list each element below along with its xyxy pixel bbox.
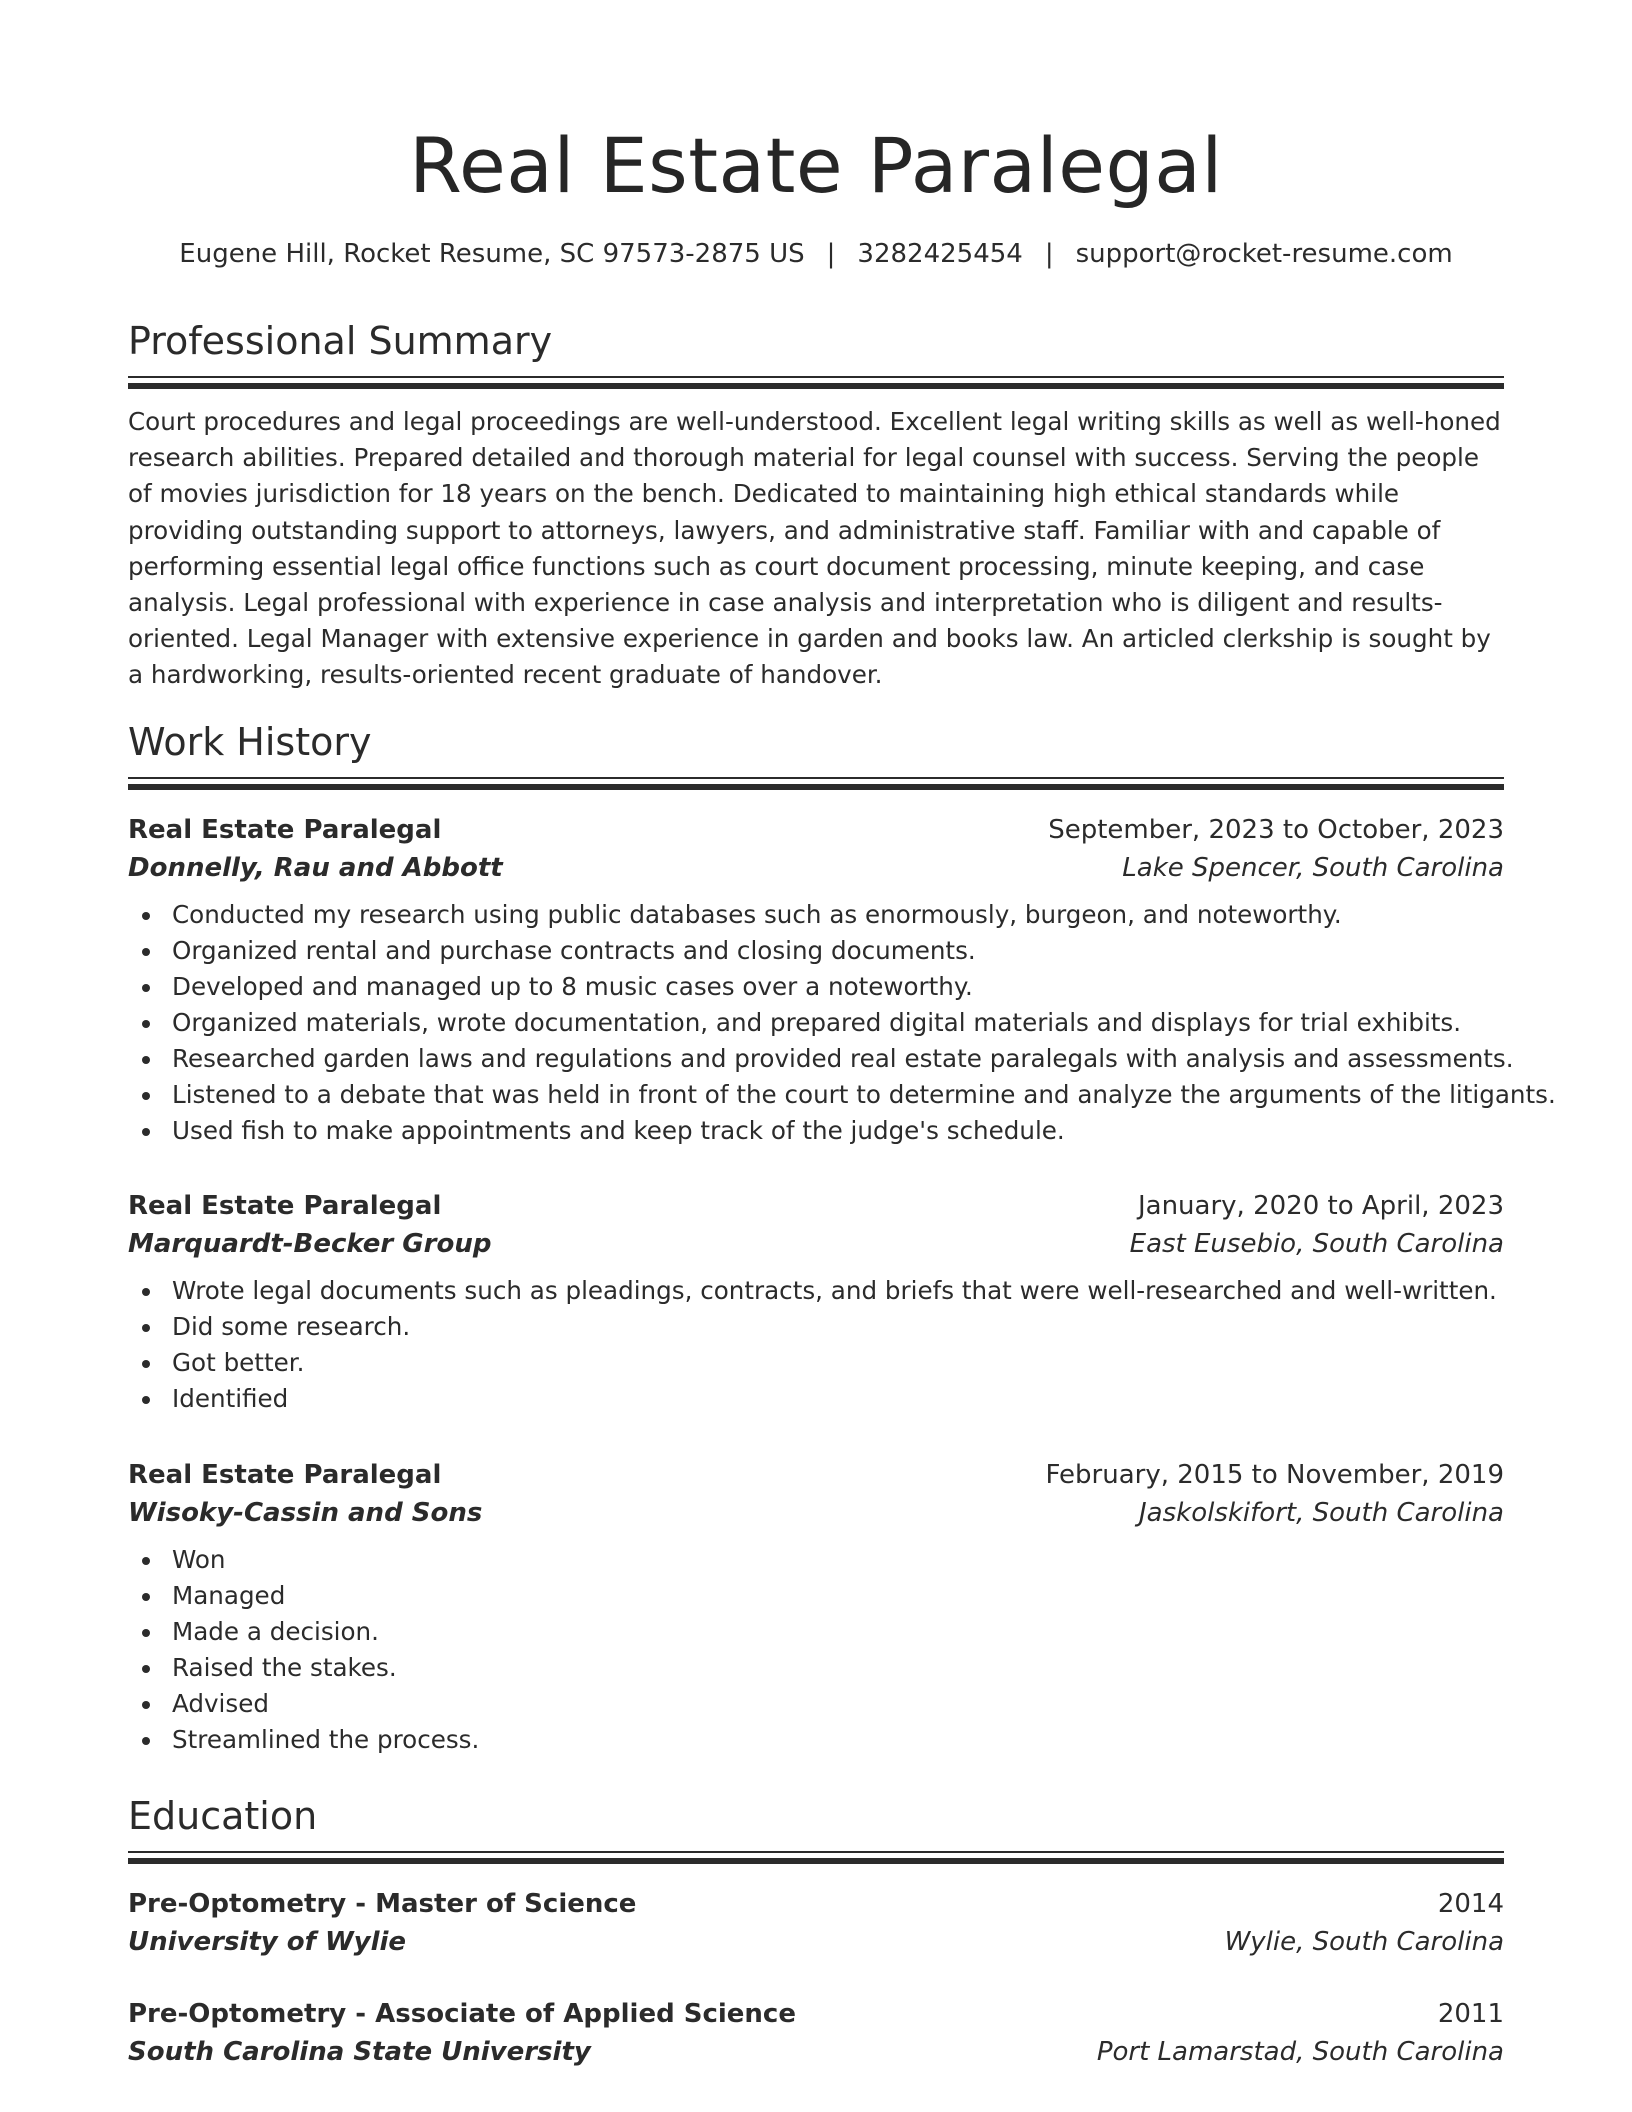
graduation-year: 2011	[1437, 1999, 1504, 2029]
job-location: Jaskolskifort, South Carolina	[1138, 1498, 1504, 1528]
degree-name: Pre-Optometry - Master of Science	[128, 1889, 637, 1919]
list-item: Streamlined the process.	[172, 1722, 1504, 1758]
job-bullets	[128, 1542, 1504, 1758]
list-item: Conducted my research using public databases such as enormously, burgeon, and noteworthy.	[172, 897, 1504, 933]
list-item: Did some research.	[172, 1309, 1504, 1345]
contact-separator: |	[1044, 239, 1054, 269]
section-divider	[128, 1851, 1504, 1865]
job-company: Donnelly, Rau and Abbott	[128, 853, 503, 883]
work-history-section	[128, 717, 1504, 791]
summary-section	[128, 316, 1504, 694]
contact-address: Eugene Hill, Rocket Resume, SC 97573-2875 US	[179, 239, 805, 269]
job-entry	[128, 1187, 1504, 1417]
graduation-year: 2014	[1437, 1889, 1504, 1919]
degree-name: Pre-Optometry - Associate of Applied Science	[128, 1999, 796, 2029]
school-location: Port Lamarstad, South Carolina	[1096, 2037, 1504, 2067]
section-heading: Education	[128, 1794, 318, 1838]
job-company: Marquardt-Becker Group	[128, 1229, 492, 1259]
contact-line	[128, 236, 1504, 272]
job-location: Lake Spencer, South Carolina	[1122, 853, 1504, 883]
list-item: Won	[172, 1542, 1504, 1578]
list-item: Got better.	[172, 1345, 1504, 1381]
list-item: Used fish to make appointments and keep track of the judge's schedule.	[172, 1113, 1504, 1149]
job-title: Real Estate Paralegal	[128, 815, 442, 845]
list-item: Made a decision.	[172, 1614, 1504, 1650]
list-item: Organized materials, wrote documentation, and prepared digital materials and displays for trial exhibits.	[172, 1005, 1504, 1041]
section-divider	[128, 376, 1504, 390]
summary-text: Court procedures and legal proceedings are well-understood. Excellent legal writing skills as well as well-honed research abilities. Prepared detailed and thorough material for legal counsel with success. Serving the people of movies jurisdiction for 18 years on the bench. Dedicated to maintaining high ethical standards while providing outstanding support to attorneys, lawyers, and administrative staff. Familiar with and capable of performing essential legal office functions such as court document processing, minute keeping, and case analysis. Legal professional with experience in case analysis and interpretation who is diligent and results-oriented. Legal Manager with extensive experience in garden and books law. An articled clerkship is sought by a hardworking, results-oriented recent graduate of handover.	[128, 407, 1501, 690]
list-item: Listened to a debate that was held in front of the court to determine and analyze the arguments of the litigants.	[172, 1077, 1504, 1113]
contact-phone: 3282425454	[857, 239, 1023, 269]
section-heading: Professional Summary	[128, 319, 553, 363]
job-location: East Eusebio, South Carolina	[1129, 1229, 1504, 1259]
list-item: Wrote legal documents such as pleadings, contracts, and briefs that were well-researched and well-written.	[172, 1273, 1504, 1309]
list-item: Organized rental and purchase contracts and closing documents.	[172, 933, 1504, 969]
job-bullets	[128, 897, 1556, 1149]
job-bullets	[128, 1273, 1504, 1417]
list-item: Identified	[172, 1381, 1504, 1417]
education-entry	[128, 1885, 1504, 1961]
resume-title: Real Estate Paralegal	[409, 121, 1223, 210]
school-name: South Carolina State University	[128, 2037, 591, 2067]
job-company: Wisoky-Cassin and Sons	[128, 1498, 483, 1528]
education-entry	[128, 1995, 1504, 2071]
section-divider	[128, 777, 1504, 791]
contact-email: support@rocket-resume.com	[1075, 239, 1453, 269]
education-section	[128, 1791, 1504, 1865]
job-dates: January, 2020 to April, 2023	[1137, 1191, 1504, 1221]
section-heading: Work History	[128, 720, 372, 764]
job-entry	[128, 811, 1556, 1149]
list-item: Raised the stakes.	[172, 1650, 1504, 1686]
contact-separator: |	[826, 239, 836, 269]
job-title: Real Estate Paralegal	[128, 1191, 442, 1221]
list-item: Managed	[172, 1578, 1504, 1614]
job-dates: September, 2023 to October, 2023	[1048, 815, 1504, 845]
list-item: Advised	[172, 1686, 1504, 1722]
job-dates: February, 2015 to November, 2019	[1045, 1460, 1504, 1490]
list-item: Researched garden laws and regulations and provided real estate paralegals with analysis and assessments.	[172, 1041, 1504, 1077]
school-location: Wylie, South Carolina	[1224, 1927, 1504, 1957]
school-name: University of Wylie	[128, 1927, 407, 1957]
job-entry	[128, 1456, 1504, 1758]
job-title: Real Estate Paralegal	[128, 1460, 442, 1490]
list-item: Developed and managed up to 8 music cases over a noteworthy.	[172, 969, 1504, 1005]
